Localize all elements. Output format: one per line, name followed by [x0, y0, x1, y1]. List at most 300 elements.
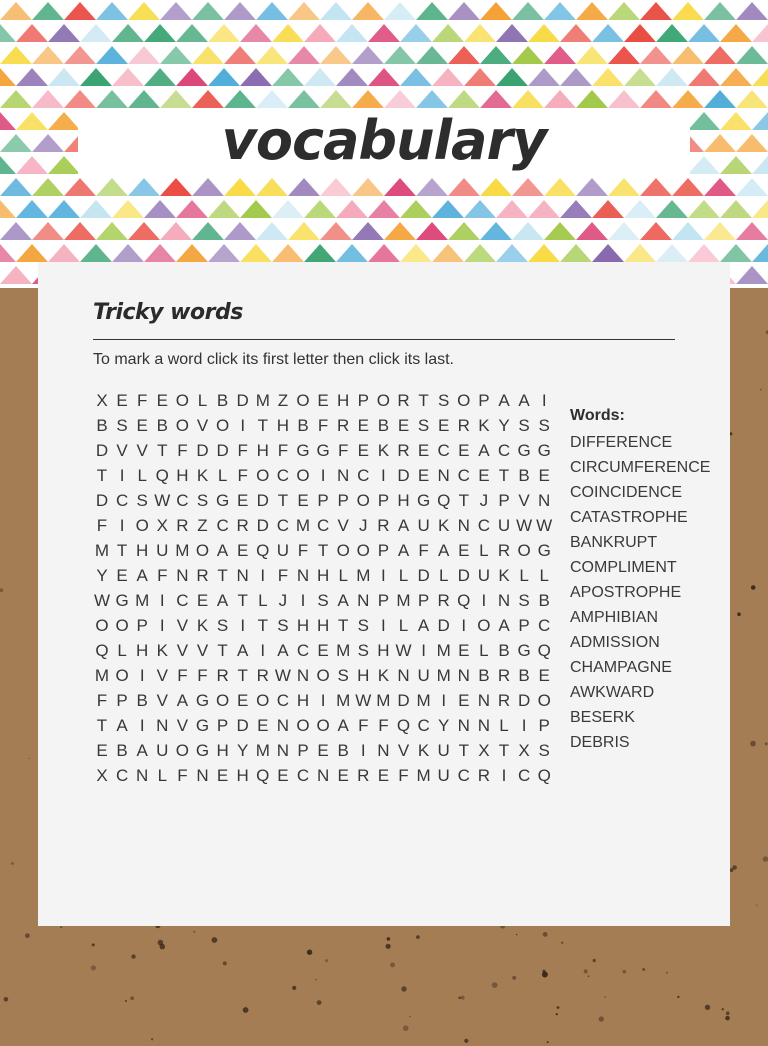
- grid-letter[interactable]: C: [457, 466, 470, 485]
- grid-letter[interactable]: E: [337, 766, 349, 785]
- grid-letter[interactable]: O: [296, 716, 310, 735]
- grid-letter[interactable]: D: [196, 441, 209, 460]
- grid-letter[interactable]: N: [316, 766, 330, 785]
- grid-letter[interactable]: S: [116, 416, 128, 435]
- grid-letter[interactable]: P: [136, 616, 148, 635]
- grid-letter[interactable]: E: [458, 441, 470, 460]
- grid-letter[interactable]: C: [316, 516, 330, 535]
- grid-letter[interactable]: E: [458, 641, 470, 660]
- grid-letter[interactable]: E: [357, 416, 369, 435]
- grid-letter[interactable]: D: [437, 616, 450, 635]
- grid-letter[interactable]: E: [538, 666, 550, 685]
- grid-letter[interactable]: E: [257, 716, 269, 735]
- grid-letter[interactable]: E: [317, 741, 329, 760]
- grid-letter[interactable]: L: [258, 591, 268, 610]
- grid-letter[interactable]: D: [256, 516, 269, 535]
- grid-letter[interactable]: T: [277, 491, 289, 510]
- grid-letter[interactable]: L: [479, 641, 489, 660]
- grid-letter[interactable]: T: [257, 616, 268, 635]
- grid-letter[interactable]: T: [157, 441, 168, 460]
- grid-letter[interactable]: I: [381, 566, 386, 585]
- grid-letter[interactable]: M: [336, 691, 351, 710]
- grid-letter[interactable]: X: [96, 766, 108, 785]
- grid-letter[interactable]: A: [397, 541, 410, 560]
- grid-letter[interactable]: L: [499, 716, 509, 735]
- grid-letter[interactable]: H: [316, 566, 330, 585]
- grid-letter[interactable]: L: [217, 466, 228, 485]
- grid-letter[interactable]: F: [177, 441, 188, 460]
- grid-letter[interactable]: D: [256, 491, 269, 510]
- grid-letter[interactable]: Q: [437, 491, 451, 510]
- grid-letter[interactable]: T: [418, 391, 429, 410]
- grid-letter[interactable]: P: [417, 591, 430, 610]
- grid-letter[interactable]: U: [417, 666, 430, 685]
- grid-letter[interactable]: G: [537, 541, 551, 560]
- grid-letter[interactable]: I: [381, 616, 386, 635]
- grid-letter[interactable]: T: [237, 591, 248, 610]
- grid-letter[interactable]: F: [177, 766, 188, 785]
- grid-letter[interactable]: N: [176, 566, 189, 585]
- grid-letter[interactable]: P: [116, 691, 128, 710]
- grid-letter[interactable]: H: [296, 691, 310, 710]
- grid-letter[interactable]: G: [115, 591, 129, 610]
- grid-letter[interactable]: T: [257, 416, 268, 435]
- grid-letter[interactable]: O: [477, 616, 491, 635]
- grid-letter[interactable]: B: [136, 691, 148, 710]
- grid-letter[interactable]: I: [441, 691, 447, 710]
- grid-letter[interactable]: I: [300, 591, 306, 610]
- grid-letter[interactable]: O: [95, 616, 109, 635]
- grid-letter[interactable]: N: [457, 716, 470, 735]
- grid-letter[interactable]: Y: [498, 416, 510, 435]
- grid-letter[interactable]: M: [396, 591, 411, 610]
- grid-letter[interactable]: T: [116, 541, 128, 560]
- grid-letter[interactable]: H: [136, 541, 149, 560]
- grid-letter[interactable]: M: [94, 666, 110, 685]
- grid-letter[interactable]: G: [537, 441, 551, 460]
- grid-letter[interactable]: R: [216, 666, 229, 685]
- grid-letter[interactable]: F: [237, 441, 248, 460]
- grid-letter[interactable]: N: [196, 766, 209, 785]
- grid-letter[interactable]: R: [457, 416, 470, 435]
- grid-letter[interactable]: S: [538, 416, 550, 435]
- grid-letter[interactable]: E: [397, 416, 410, 435]
- grid-letter[interactable]: N: [538, 491, 551, 510]
- grid-letter[interactable]: N: [437, 466, 450, 485]
- grid-letter[interactable]: K: [196, 466, 209, 485]
- grid-letter[interactable]: H: [216, 741, 229, 760]
- grid-letter[interactable]: B: [377, 416, 390, 435]
- grid-letter[interactable]: A: [337, 591, 349, 610]
- grid-letter[interactable]: L: [117, 641, 127, 660]
- grid-letter[interactable]: T: [337, 616, 349, 635]
- grid-letter[interactable]: K: [377, 441, 390, 460]
- grid-letter[interactable]: C: [276, 516, 290, 535]
- grid-letter[interactable]: H: [236, 766, 249, 785]
- grid-letter[interactable]: I: [260, 566, 266, 585]
- grid-letter[interactable]: I: [320, 466, 326, 485]
- grid-letter[interactable]: P: [377, 491, 390, 510]
- grid-letter[interactable]: O: [356, 541, 370, 560]
- grid-letter[interactable]: S: [216, 616, 229, 635]
- grid-letter[interactable]: H: [377, 641, 390, 660]
- grid-letter[interactable]: L: [438, 566, 449, 585]
- grid-letter[interactable]: I: [139, 666, 145, 685]
- grid-letter[interactable]: L: [137, 466, 147, 485]
- grid-letter[interactable]: N: [457, 666, 470, 685]
- grid-letter[interactable]: N: [377, 741, 390, 760]
- grid-letter[interactable]: I: [461, 616, 467, 635]
- grid-letter[interactable]: B: [518, 466, 530, 485]
- grid-letter[interactable]: A: [216, 591, 229, 610]
- grid-letter[interactable]: D: [95, 441, 109, 460]
- grid-letter[interactable]: X: [518, 741, 530, 760]
- grid-letter[interactable]: M: [436, 666, 451, 685]
- grid-letter[interactable]: S: [518, 416, 530, 435]
- grid-letter[interactable]: M: [336, 641, 351, 660]
- grid-letter[interactable]: F: [337, 441, 349, 460]
- grid-letter[interactable]: G: [195, 741, 210, 760]
- grid-letter[interactable]: M: [436, 641, 451, 660]
- grid-letter[interactable]: Y: [237, 741, 249, 760]
- grid-letter[interactable]: E: [438, 416, 450, 435]
- grid-letter[interactable]: D: [397, 691, 410, 710]
- grid-letter[interactable]: F: [197, 666, 208, 685]
- grid-letter[interactable]: O: [175, 741, 189, 760]
- grid-letter[interactable]: Q: [537, 766, 551, 785]
- grid-letter[interactable]: F: [237, 466, 248, 485]
- grid-letter[interactable]: E: [317, 641, 329, 660]
- grid-letter[interactable]: G: [195, 716, 210, 735]
- grid-letter[interactable]: O: [316, 666, 330, 685]
- grid-letter[interactable]: C: [115, 766, 129, 785]
- grid-letter[interactable]: R: [256, 666, 269, 685]
- grid-letter[interactable]: I: [119, 466, 125, 485]
- grid-letter[interactable]: F: [277, 566, 289, 585]
- grid-letter[interactable]: C: [216, 516, 229, 535]
- grid-letter[interactable]: F: [378, 716, 389, 735]
- grid-letter[interactable]: N: [296, 566, 310, 585]
- grid-letter[interactable]: S: [136, 491, 148, 510]
- grid-letter[interactable]: E: [96, 741, 108, 760]
- grid-letter[interactable]: E: [216, 766, 229, 785]
- grid-letter[interactable]: K: [438, 516, 450, 535]
- grid-letter[interactable]: K: [156, 641, 168, 660]
- grid-letter[interactable]: I: [119, 516, 125, 535]
- grid-letter[interactable]: B: [156, 416, 168, 435]
- grid-letter[interactable]: R: [357, 766, 370, 785]
- grid-letter[interactable]: A: [337, 716, 349, 735]
- grid-letter[interactable]: F: [96, 691, 108, 710]
- grid-letter[interactable]: J: [278, 591, 288, 610]
- grid-letter[interactable]: O: [135, 516, 149, 535]
- grid-letter[interactable]: O: [175, 391, 189, 410]
- grid-letter[interactable]: Q: [396, 716, 411, 735]
- grid-letter[interactable]: P: [216, 716, 229, 735]
- grid-letter[interactable]: B: [518, 666, 530, 685]
- grid-letter[interactable]: V: [176, 716, 189, 735]
- grid-letter[interactable]: L: [197, 391, 208, 410]
- grid-letter[interactable]: S: [337, 666, 349, 685]
- grid-letter[interactable]: M: [255, 741, 270, 760]
- grid-letter[interactable]: F: [157, 566, 168, 585]
- grid-letter[interactable]: M: [416, 766, 431, 785]
- grid-letter[interactable]: G: [517, 641, 531, 660]
- grid-letter[interactable]: H: [256, 441, 269, 460]
- grid-letter[interactable]: M: [295, 516, 311, 535]
- grid-letter[interactable]: G: [517, 441, 531, 460]
- grid-letter[interactable]: P: [518, 616, 530, 635]
- grid-letter[interactable]: E: [357, 441, 369, 460]
- grid-letter[interactable]: C: [296, 766, 310, 785]
- grid-letter[interactable]: A: [417, 616, 430, 635]
- grid-letter[interactable]: R: [377, 516, 390, 535]
- grid-letter[interactable]: H: [296, 616, 310, 635]
- grid-letter[interactable]: Y: [438, 716, 450, 735]
- grid-letter[interactable]: G: [195, 691, 210, 710]
- grid-letter[interactable]: U: [437, 766, 450, 785]
- grid-letter[interactable]: U: [477, 566, 491, 585]
- grid-letter[interactable]: S: [357, 641, 369, 660]
- grid-letter[interactable]: B: [116, 741, 128, 760]
- grid-letter[interactable]: I: [159, 616, 165, 635]
- grid-letter[interactable]: B: [538, 591, 550, 610]
- grid-letter[interactable]: U: [437, 741, 450, 760]
- grid-letter[interactable]: N: [276, 741, 290, 760]
- grid-letter[interactable]: Q: [95, 641, 109, 660]
- grid-letter[interactable]: B: [478, 666, 490, 685]
- grid-letter[interactable]: S: [196, 491, 209, 510]
- grid-letter[interactable]: N: [477, 691, 491, 710]
- grid-letter[interactable]: Q: [256, 541, 270, 560]
- grid-letter[interactable]: V: [156, 691, 168, 710]
- grid-letter[interactable]: E: [277, 766, 289, 785]
- grid-letter[interactable]: I: [501, 766, 507, 785]
- grid-letter[interactable]: U: [156, 741, 169, 760]
- grid-letter[interactable]: L: [479, 541, 489, 560]
- grid-letter[interactable]: H: [397, 491, 410, 510]
- grid-letter[interactable]: H: [176, 466, 189, 485]
- grid-letter[interactable]: C: [538, 616, 551, 635]
- grid-letter[interactable]: I: [521, 716, 527, 735]
- grid-letter[interactable]: D: [236, 716, 249, 735]
- grid-letter[interactable]: Y: [96, 566, 108, 585]
- grid-letter[interactable]: N: [156, 716, 169, 735]
- grid-letter[interactable]: H: [357, 666, 370, 685]
- grid-letter[interactable]: O: [376, 391, 390, 410]
- grid-letter[interactable]: P: [337, 491, 349, 510]
- grid-letter[interactable]: P: [357, 391, 369, 410]
- grid-letter[interactable]: A: [216, 541, 229, 560]
- grid-letter[interactable]: E: [136, 416, 148, 435]
- grid-letter[interactable]: F: [177, 666, 188, 685]
- grid-letter[interactable]: T: [458, 491, 469, 510]
- grid-letter[interactable]: R: [437, 591, 450, 610]
- grid-letter[interactable]: N: [357, 591, 370, 610]
- grid-letter[interactable]: O: [356, 491, 370, 510]
- grid-letter[interactable]: C: [176, 591, 189, 610]
- grid-letter[interactable]: T: [96, 466, 108, 485]
- grid-letter[interactable]: Q: [537, 641, 551, 660]
- grid-letter[interactable]: N: [477, 716, 491, 735]
- grid-letter[interactable]: K: [478, 416, 490, 435]
- grid-letter[interactable]: X: [156, 516, 168, 535]
- grid-letter[interactable]: U: [497, 516, 511, 535]
- grid-letter[interactable]: S: [538, 741, 550, 760]
- grid-letter[interactable]: A: [518, 391, 530, 410]
- grid-letter[interactable]: R: [196, 566, 209, 585]
- grid-letter[interactable]: S: [417, 416, 430, 435]
- grid-letter[interactable]: V: [518, 491, 530, 510]
- grid-letter[interactable]: S: [277, 616, 289, 635]
- grid-letter[interactable]: S: [438, 391, 450, 410]
- grid-letter[interactable]: A: [176, 691, 189, 710]
- grid-letter[interactable]: A: [277, 641, 289, 660]
- grid-letter[interactable]: M: [416, 691, 431, 710]
- grid-letter[interactable]: M: [255, 391, 270, 410]
- grid-letter[interactable]: I: [541, 391, 547, 410]
- grid-letter[interactable]: I: [381, 466, 386, 485]
- grid-letter[interactable]: T: [217, 566, 228, 585]
- grid-letter[interactable]: L: [398, 566, 409, 585]
- grid-letter[interactable]: A: [498, 616, 510, 635]
- grid-letter[interactable]: N: [457, 516, 470, 535]
- grid-letter[interactable]: T: [217, 641, 228, 660]
- grid-letter[interactable]: Q: [457, 591, 471, 610]
- grid-letter[interactable]: E: [317, 391, 329, 410]
- grid-letter[interactable]: N: [276, 716, 290, 735]
- grid-letter[interactable]: F: [418, 541, 429, 560]
- grid-letter[interactable]: O: [175, 416, 189, 435]
- grid-letter[interactable]: W: [516, 516, 533, 535]
- grid-letter[interactable]: N: [337, 466, 350, 485]
- grid-letter[interactable]: E: [116, 391, 128, 410]
- grid-letter[interactable]: E: [116, 566, 128, 585]
- grid-letter[interactable]: C: [517, 766, 531, 785]
- grid-letter[interactable]: H: [136, 641, 149, 660]
- grid-letter[interactable]: E: [417, 466, 430, 485]
- grid-letter[interactable]: N: [296, 666, 310, 685]
- grid-letter[interactable]: S: [518, 591, 530, 610]
- grid-letter[interactable]: X: [478, 741, 490, 760]
- grid-letter[interactable]: V: [196, 416, 209, 435]
- grid-letter[interactable]: V: [196, 641, 209, 660]
- grid-letter[interactable]: H: [337, 391, 350, 410]
- grid-letter[interactable]: L: [539, 566, 549, 585]
- grid-letter[interactable]: E: [458, 541, 470, 560]
- grid-letter[interactable]: G: [215, 491, 230, 510]
- grid-letter[interactable]: E: [377, 766, 390, 785]
- grid-letter[interactable]: E: [538, 466, 550, 485]
- grid-letter[interactable]: F: [398, 766, 409, 785]
- grid-letter[interactable]: D: [95, 491, 109, 510]
- grid-letter[interactable]: O: [215, 416, 230, 435]
- grid-letter[interactable]: V: [176, 641, 189, 660]
- grid-letter[interactable]: O: [215, 691, 230, 710]
- grid-letter[interactable]: A: [438, 541, 450, 560]
- grid-letter[interactable]: L: [519, 566, 529, 585]
- grid-letter[interactable]: F: [297, 541, 309, 560]
- grid-letter[interactable]: V: [337, 516, 349, 535]
- grid-letter[interactable]: O: [336, 541, 350, 560]
- grid-letter[interactable]: V: [136, 441, 148, 460]
- grid-letter[interactable]: E: [297, 491, 309, 510]
- grid-letter[interactable]: L: [157, 766, 168, 785]
- grid-letter[interactable]: O: [296, 466, 310, 485]
- grid-letter[interactable]: H: [276, 416, 290, 435]
- grid-letter[interactable]: R: [397, 391, 410, 410]
- grid-letter[interactable]: U: [417, 516, 430, 535]
- grid-letter[interactable]: W: [536, 516, 553, 535]
- grid-letter[interactable]: K: [196, 616, 209, 635]
- grid-letter[interactable]: C: [276, 691, 290, 710]
- grid-letter[interactable]: G: [416, 491, 431, 510]
- grid-letter[interactable]: K: [417, 741, 430, 760]
- grid-letter[interactable]: N: [236, 566, 249, 585]
- grid-letter[interactable]: C: [417, 716, 430, 735]
- grid-letter[interactable]: I: [240, 616, 246, 635]
- grid-letter[interactable]: A: [136, 566, 148, 585]
- grid-letter[interactable]: P: [377, 591, 390, 610]
- grid-letter[interactable]: T: [458, 741, 469, 760]
- grid-letter[interactable]: P: [317, 491, 329, 510]
- grid-letter[interactable]: O: [115, 616, 129, 635]
- grid-letter[interactable]: I: [360, 741, 366, 760]
- grid-letter[interactable]: S: [357, 616, 369, 635]
- grid-letter[interactable]: Z: [277, 391, 289, 410]
- grid-letter[interactable]: B: [498, 641, 510, 660]
- grid-letter[interactable]: D: [397, 466, 410, 485]
- grid-letter[interactable]: O: [537, 691, 551, 710]
- grid-letter[interactable]: P: [498, 491, 510, 510]
- grid-letter[interactable]: Q: [155, 466, 169, 485]
- grid-letter[interactable]: N: [497, 591, 511, 610]
- grid-letter[interactable]: G: [296, 441, 310, 460]
- grid-letter[interactable]: T: [237, 666, 248, 685]
- grid-letter[interactable]: P: [538, 716, 550, 735]
- grid-letter[interactable]: T: [96, 716, 108, 735]
- grid-letter[interactable]: J: [479, 491, 489, 510]
- grid-letter[interactable]: T: [498, 466, 510, 485]
- grid-letter[interactable]: B: [297, 416, 309, 435]
- grid-letter[interactable]: F: [358, 716, 369, 735]
- grid-letter[interactable]: R: [176, 516, 189, 535]
- grid-letter[interactable]: N: [397, 666, 410, 685]
- grid-letter[interactable]: O: [316, 716, 330, 735]
- grid-letter[interactable]: E: [237, 541, 249, 560]
- grid-letter[interactable]: Z: [197, 516, 208, 535]
- grid-letter[interactable]: C: [176, 491, 189, 510]
- grid-letter[interactable]: R: [497, 541, 511, 560]
- grid-letter[interactable]: C: [276, 466, 290, 485]
- grid-letter[interactable]: V: [176, 616, 189, 635]
- grid-letter[interactable]: P: [478, 391, 490, 410]
- grid-letter[interactable]: J: [359, 516, 368, 535]
- grid-letter[interactable]: O: [115, 666, 129, 685]
- grid-letter[interactable]: B: [337, 741, 349, 760]
- grid-letter[interactable]: O: [256, 691, 270, 710]
- grid-letter[interactable]: D: [457, 566, 470, 585]
- grid-letter[interactable]: M: [175, 541, 190, 560]
- grid-letter[interactable]: A: [116, 716, 128, 735]
- grid-letter[interactable]: O: [256, 466, 270, 485]
- grid-letter[interactable]: D: [417, 566, 430, 585]
- grid-letter[interactable]: W: [395, 641, 412, 660]
- grid-letter[interactable]: A: [397, 516, 410, 535]
- grid-letter[interactable]: A: [478, 441, 490, 460]
- grid-letter[interactable]: R: [497, 666, 511, 685]
- grid-letter[interactable]: A: [136, 741, 148, 760]
